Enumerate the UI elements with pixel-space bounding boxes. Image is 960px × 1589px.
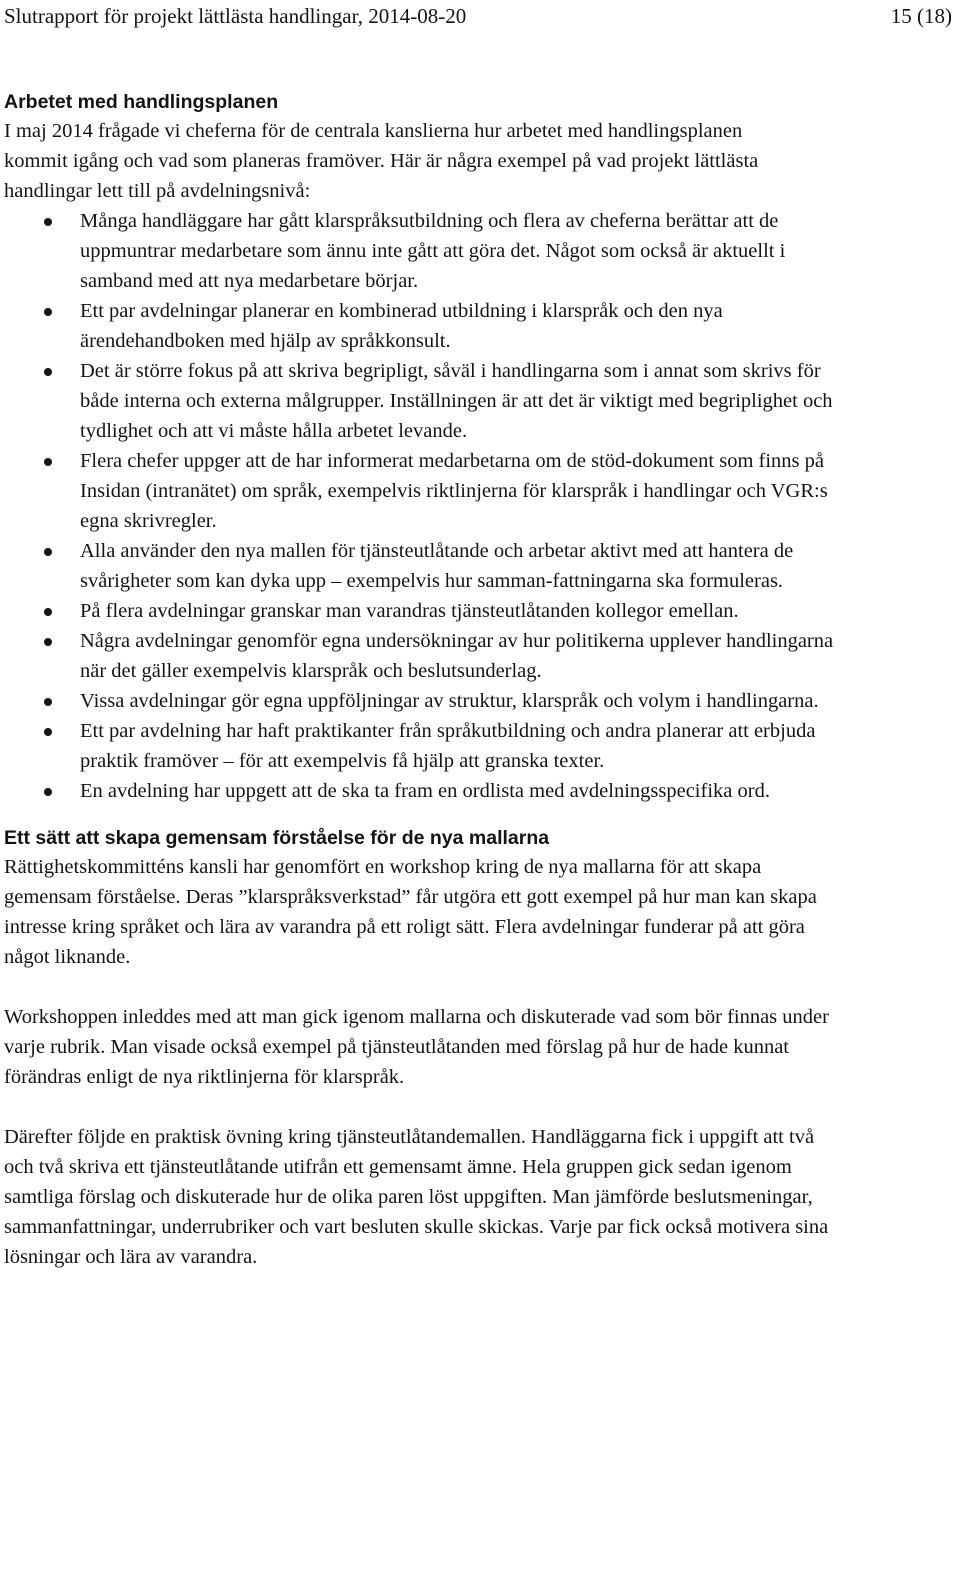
list-item [4, 536, 840, 596]
list-item [4, 206, 840, 296]
list-item-text: Många handläggare har gått klarspråksutbildning och flera av cheferna berättar att de uppmuntrar medarbetare som ännu inte gått att göra det. Något som också är aktuellt i samband med att nya medarbetare börjar. [80, 210, 786, 292]
body-paragraph: Rättighetskommitténs kansli har genomfört en workshop kring de nya mallarna för att skapa gemensam förståelse. Deras ”klarspråksverkstad” får utgöra ett gott exempel på hur man kan skapa intresse kring språket och lära av varandra på ett roligt sätt. Flera avdelningar funderar på att göra något liknande. [4, 856, 817, 968]
list-item-text: Några avdelningar genomför egna undersökningar av hur politikerna upplever handlingarna när det gäller exempelvis klarspråk och beslutsunderlag. [80, 630, 834, 682]
list-item [4, 296, 840, 356]
body-paragraph: Workshoppen inleddes med att man gick igenom mallarna och diskuterade vad som bör finnas under varje rubrik. Man visade också exempel på tjänsteutlåtanden med förslag på hur de hade kunnat förändras enligt de nya riktlinjerna för klarspråk. [4, 1006, 829, 1088]
list-item-text: Vissa avdelningar gör egna uppföljningar av struktur, klarspråk och volym i handlingarna. [80, 690, 819, 712]
list-item [4, 446, 840, 536]
bullet-icon [44, 308, 52, 316]
bullet-list [4, 206, 924, 806]
list-item-text: Ett par avdelningar planerar en kombinerad utbildning i klarspråk och den nya ärendehandboken med hjälp av språkkonsult. [80, 300, 723, 352]
list-item-text: En avdelning har uppgett att de ska ta fram en ordlista med avdelningsspecifika ord. [80, 780, 770, 802]
list-item [4, 686, 840, 716]
section-heading: Arbetet med handlingsplanen [4, 91, 279, 113]
intro-paragraph: I maj 2014 frågade vi cheferna för de centrala kanslierna hur arbetet med handlingsplanen kommit igång och vad som planeras framöver. Här är några exempel på vad projekt lättlästa handlingar lett till på avdelningsnivå: [4, 120, 759, 202]
document-body [4, 88, 924, 1272]
bullet-icon [44, 368, 52, 376]
bullet-icon [44, 548, 52, 556]
bullet-icon [44, 698, 52, 706]
list-item [4, 596, 840, 626]
list-item [4, 776, 840, 806]
bullet-icon [44, 788, 52, 796]
section-handlingsplanen [4, 88, 924, 806]
list-item-text: Flera chefer uppger att de har informerat medarbetarna om de stöd-dokument som finns på Insidan (intranätet) om språk, exempelvis riktlinjerna för klarspråk i handlingar och VGR:s egna skrivregler. [80, 450, 828, 532]
bullet-icon [44, 638, 52, 646]
list-item [4, 716, 840, 776]
list-item-text: Ett par avdelning har haft praktikanter från språkutbildning och andra planerar att erbjuda praktik framöver – för att exempelvis få hjälp att granska texter. [80, 720, 816, 772]
bullet-icon [44, 218, 52, 226]
list-item [4, 626, 840, 686]
section-heading: Ett sätt att skapa gemensam förståelse för de nya mallarna [4, 827, 550, 849]
bullet-icon [44, 458, 52, 466]
list-item-text: På flera avdelningar granskar man varandras tjänsteutlåtanden kollegor emellan. [80, 600, 739, 622]
page-number: 15 (18) [890, 4, 952, 28]
list-item-text: Det är större fokus på att skriva begripligt, såväl i handlingarna som i annat som skrivs för både interna och externa målgrupper. Inställningen är att det är viktigt med begriplighet och tydlighet och att vi måste hålla arbetet levande. [80, 360, 833, 442]
body-paragraph: Därefter följde en praktisk övning kring tjänsteutlåtandemallen. Handläggarna fick i uppgift att två och två skriva ett tjänsteutlåtande utifrån ett gemensamt ämne. Hela gruppen gick sedan igenom samtliga förslag och diskuterade hur de olika paren löst uppgiften. Man jämförde beslutsmeningar, sammanfattningar, underrubriker och vart besluten skulle skickas. Varje par fick också motivera sina lösningar och lära av varandra. [4, 1126, 829, 1268]
report-title: Slutrapport för projekt lättlästa handlingar, 2014-08-20 [4, 4, 467, 28]
list-item-text: Alla använder den nya mallen för tjänsteutlåtande och arbetar aktivt med att hantera de svårigheter som kan dyka upp – exempelvis hur samman-fattningarna ska formuleras. [80, 540, 794, 592]
list-item [4, 356, 840, 446]
bullet-icon [44, 728, 52, 736]
section-gemensam-forstaelse [4, 824, 924, 1272]
page-header [4, 2, 952, 30]
bullet-icon [44, 608, 52, 616]
